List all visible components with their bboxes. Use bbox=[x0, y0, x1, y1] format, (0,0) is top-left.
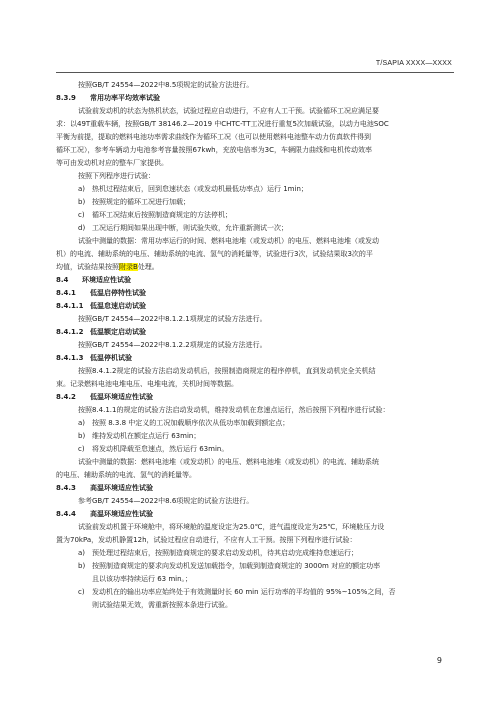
list-item-text: 且以该功率持续运行 63 min。； bbox=[92, 575, 193, 583]
list-item bbox=[56, 183, 453, 196]
section-heading bbox=[56, 92, 453, 105]
paragraph-line bbox=[56, 79, 453, 92]
section-heading bbox=[56, 300, 453, 313]
paragraph-line bbox=[56, 365, 453, 378]
paragraph-line bbox=[56, 105, 453, 118]
document-id-header: T/SAPIA XXXX—XXXX bbox=[375, 60, 452, 67]
section-heading bbox=[56, 508, 453, 521]
paragraph-line bbox=[56, 404, 453, 417]
section-heading bbox=[56, 391, 453, 404]
paragraph-line bbox=[56, 469, 453, 482]
list-marker: a) bbox=[78, 185, 86, 193]
paragraph-text: 试验中测量的数据：燃料电池堆（或发动机）的电压、燃料电池堆（或发动机）的电流、辅助系统 bbox=[78, 458, 379, 466]
paragraph-line bbox=[56, 131, 453, 144]
paragraph-text: 处理。 bbox=[137, 263, 159, 271]
list-item-text: 工况运行期间如果出现中断，则试验失败，允许重新测试一次； bbox=[92, 224, 288, 232]
paragraph-text: 置为70kPa，发动机静置12h，试验过程应自动进行，不应有人工干预。按照下列程序进行试验： bbox=[56, 536, 357, 544]
list-item bbox=[56, 547, 453, 560]
paragraph-text: 按照GB/T 24554—2022中8.1.2.1项规定的试验方法进行。 bbox=[78, 315, 267, 323]
paragraph-text: 均值，试验结果按照 bbox=[56, 263, 119, 271]
paragraph-text: 按照下列程序进行试验： bbox=[78, 172, 155, 180]
section-title: 常用功率平均效率试验 bbox=[90, 94, 160, 102]
paragraph-line bbox=[56, 157, 453, 170]
section-title: 低温额定启动试验 bbox=[90, 328, 146, 336]
section-heading bbox=[56, 287, 453, 300]
paragraph-line bbox=[56, 339, 453, 352]
paragraph-line bbox=[56, 456, 453, 469]
list-item-text: 按照制造商规定的要求向发动机发送加载指令，加载到制造商规定的 3000m 对应的额定功率 bbox=[92, 562, 381, 570]
list-item-continuation bbox=[56, 599, 453, 612]
highlighted-reference: 附录B bbox=[119, 263, 138, 271]
paragraph-text: 试验前发动机置于环境舱中，将环境舱的温度设定为25.0℃，进气温度设定为25℃，环境舱压力设 bbox=[78, 523, 385, 531]
list-marker: b) bbox=[78, 198, 86, 206]
section-title: 低温启停特性试验 bbox=[90, 289, 146, 297]
paragraph-line bbox=[56, 170, 453, 183]
list-marker: d) bbox=[78, 224, 86, 232]
paragraph-text: 按照8.4.1.1的规定的试验方法启动发动机，维持发动机在怠速点运行，然后按照下列程序进行试验： bbox=[78, 406, 390, 414]
section-number: 8.4.4 bbox=[56, 510, 76, 518]
list-item-continuation bbox=[56, 573, 453, 586]
paragraph-text: 循环工况），参考车辆动力电池参考容量按照67kwh，充放电倍率为3C，车辆限力曲线和电机传动效率 bbox=[56, 146, 372, 154]
list-item bbox=[56, 417, 453, 430]
paragraph-text: 的电压、辅助系统的电流、氢气的消耗量等。 bbox=[56, 471, 196, 479]
paragraph-text: 机）的电流、辅助系统的电压、辅助系统的电流、氢气的消耗量等，试验进行3次，试验结果取3次的平 bbox=[56, 250, 373, 258]
paragraph-text: 平衡为前提，提取的燃料电池功率需求曲线作为循环工况（也可以使用燃料电池整车动力仿真软件得到 bbox=[56, 133, 371, 141]
section-title: 低温怠速启动试验 bbox=[90, 302, 146, 310]
section-title: 高温环境适应性试验 bbox=[90, 484, 153, 492]
list-marker: b) bbox=[78, 432, 86, 440]
section-heading bbox=[56, 352, 453, 365]
paragraph-line bbox=[56, 521, 453, 534]
paragraph-text: 等可由发动机对应的整车厂家提供。 bbox=[56, 159, 168, 167]
list-marker: a) bbox=[78, 549, 86, 557]
section-heading bbox=[56, 274, 453, 287]
paragraph-text: 求：以49T重载车辆，按照GB/T 38146.2—2019 中CHTC-TT工况进行重复5次加载试验，以动力电池SOC bbox=[56, 120, 389, 128]
list-marker: c) bbox=[78, 445, 85, 453]
paragraph-line bbox=[56, 378, 453, 391]
paragraph-line bbox=[56, 235, 453, 248]
list-item-text: 维持发动机在额定点运行 63min； bbox=[92, 432, 201, 440]
list-item bbox=[56, 560, 453, 573]
paragraph-text: 参考GB/T 24554—2022中8.6项规定的试验方法进行。 bbox=[78, 497, 254, 505]
paragraph-text: 按照8.4.1.2规定的试验方法启动发动机后，按照制造商规定的程序停机，直到发动机完全关机结 bbox=[78, 367, 376, 375]
list-item bbox=[56, 443, 453, 456]
header-divider bbox=[56, 72, 454, 73]
section-title: 环境适应性试验 bbox=[82, 276, 131, 284]
list-item-text: 按照规定的循环工况进行加载； bbox=[92, 198, 190, 206]
list-item bbox=[56, 430, 453, 443]
paragraph-line bbox=[56, 534, 453, 547]
paragraph-text: 试验前发动机的状态为热机状态，试验过程应自动进行，不应有人工干预。试验循环工况应满足要 bbox=[78, 107, 379, 115]
paragraph-text: 按照GB/T 24554—2022中8.1.2.2项规定的试验方法进行。 bbox=[78, 341, 267, 349]
paragraph-text: 试验中测量的数据：常用功率运行的时间、燃料电池堆（或发动机）的电压、燃料电池堆（或发动 bbox=[78, 237, 379, 245]
paragraph-line bbox=[56, 313, 453, 326]
paragraph-line bbox=[56, 261, 453, 274]
paragraph-text: 束。记录燃料电池电堆电压、电堆电流，关机时间等数据。 bbox=[56, 380, 238, 388]
section-number: 8.4.1.3 bbox=[56, 354, 84, 362]
section-number: 8.4.1 bbox=[56, 289, 76, 297]
section-number: 8.4.1.2 bbox=[56, 328, 84, 336]
paragraph-text: 按照GB/T 24554—2022中8.5项规定的试验方法进行。 bbox=[78, 81, 254, 89]
list-item bbox=[56, 196, 453, 209]
page-number: 9 bbox=[436, 656, 442, 665]
paragraph-line bbox=[56, 144, 453, 157]
section-heading bbox=[56, 482, 453, 495]
section-title: 低温环境适应性试验 bbox=[90, 393, 153, 401]
section-heading bbox=[56, 326, 453, 339]
paragraph-line bbox=[56, 495, 453, 508]
paragraph-line bbox=[56, 118, 453, 131]
list-marker: c) bbox=[78, 211, 85, 219]
list-marker: a) bbox=[78, 419, 86, 427]
list-item-text: 热机过程结束后，回到怠速状态（或发动机最低功率点）运行 1min； bbox=[92, 185, 308, 193]
document-body bbox=[56, 79, 453, 612]
list-item-text: 循环工况结束后按照制造商规定的方法停机； bbox=[92, 211, 232, 219]
paragraph-line bbox=[56, 248, 453, 261]
section-title: 低温停机试验 bbox=[90, 354, 132, 362]
list-item-text: 预处理过程结束后，按照制造商规定的要求启动发动机，待其启动完成维持怠速运行； bbox=[92, 549, 358, 557]
list-marker: b) bbox=[78, 562, 86, 570]
section-number: 8.4.1.1 bbox=[56, 302, 84, 310]
list-item-text: 则试验结果无效，需重新按照本条进行试验。 bbox=[92, 601, 232, 609]
list-item bbox=[56, 209, 453, 222]
section-title: 高温环境适应性试验 bbox=[90, 510, 153, 518]
list-item bbox=[56, 222, 453, 235]
list-item bbox=[56, 586, 453, 599]
list-item-text: 按照 8.3.8 中定义的工况加载顺序依次从低功率加载到额定点； bbox=[92, 419, 290, 427]
section-number: 8.4.3 bbox=[56, 484, 76, 492]
section-number: 8.4 bbox=[56, 276, 69, 284]
section-number: 8.4.2 bbox=[56, 393, 76, 401]
section-number: 8.3.9 bbox=[56, 94, 76, 102]
list-marker: c) bbox=[78, 588, 85, 596]
list-item-text: 将发动机降载至怠速点，然后运行 63min。 bbox=[92, 445, 229, 453]
list-item-text: 发动机在的输出功率应始终处于有效测量时长 60 min 运行功率的平均值的 95%~105%之间，否 bbox=[92, 588, 396, 596]
